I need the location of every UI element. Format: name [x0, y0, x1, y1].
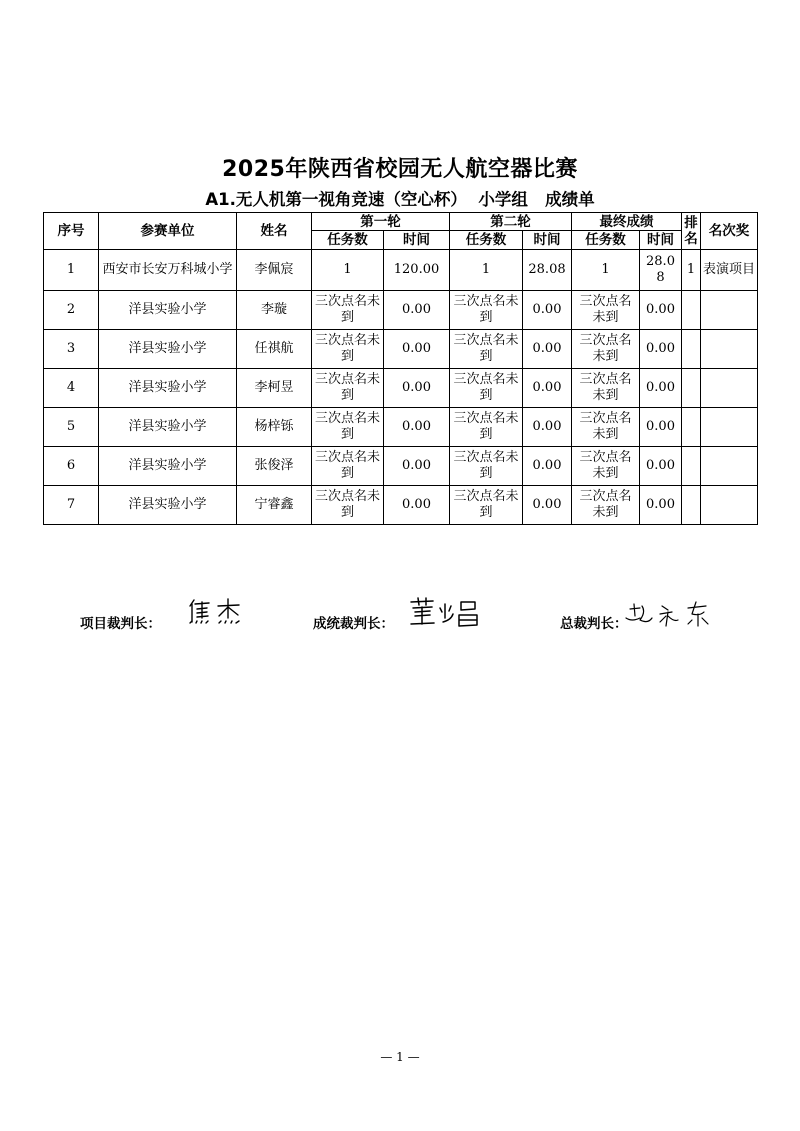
cell-r2-time: 0.00	[523, 486, 572, 525]
cell-name: 宁睿鑫	[237, 486, 312, 525]
table-row	[44, 369, 758, 408]
cell-unit: 洋县实验小学	[99, 408, 237, 447]
cell-r1-time: 0.00	[384, 408, 450, 447]
header-award: 名次奖	[701, 213, 758, 250]
cell-rank: 1	[682, 250, 701, 291]
cell-unit: 西安市长安万科城小学	[99, 250, 237, 291]
cell-final-time: 0.00	[640, 369, 682, 408]
header-round1: 第一轮	[312, 213, 450, 231]
header-round2: 第二轮	[450, 213, 572, 231]
cell-final-tasks: 三次点名未到	[572, 369, 640, 408]
cell-r2-time: 0.00	[523, 330, 572, 369]
header-seq: 序号	[44, 213, 99, 250]
results-table	[43, 212, 758, 525]
header-r1-tasks: 任务数	[312, 231, 384, 250]
cell-unit: 洋县实验小学	[99, 330, 237, 369]
cell-final-time: 0.00	[640, 408, 682, 447]
cell-r2-tasks: 三次点名未到	[450, 291, 523, 330]
header-final-time: 时间	[640, 231, 682, 250]
table-row	[44, 447, 758, 486]
header-r1-time: 时间	[384, 231, 450, 250]
cell-r2-time: 0.00	[523, 369, 572, 408]
cell-r2-tasks: 1	[450, 250, 523, 291]
table-row	[44, 486, 758, 525]
cell-r1-tasks: 三次点名未到	[312, 408, 384, 447]
cell-r2-time: 0.00	[523, 291, 572, 330]
header-final-tasks: 任务数	[572, 231, 640, 250]
table-row	[44, 250, 758, 291]
cell-award	[701, 291, 758, 330]
cell-final-tasks: 三次点名未到	[572, 330, 640, 369]
cell-name: 张俊泽	[237, 447, 312, 486]
cell-seq: 4	[44, 369, 99, 408]
stats-judge-label: 成统裁判长：	[313, 616, 394, 632]
cell-r1-time: 0.00	[384, 486, 450, 525]
cell-award	[701, 447, 758, 486]
cell-r2-time: 28.08	[523, 250, 572, 291]
cell-r1-time: 120.00	[384, 250, 450, 291]
project-judge-signature	[185, 596, 247, 626]
cell-r2-tasks: 三次点名未到	[450, 486, 523, 525]
cell-r1-tasks: 1	[312, 250, 384, 291]
cell-award	[701, 330, 758, 369]
cell-final-tasks: 三次点名未到	[572, 408, 640, 447]
cell-r1-time: 0.00	[384, 291, 450, 330]
cell-r2-tasks: 三次点名未到	[450, 369, 523, 408]
cell-rank	[682, 486, 701, 525]
cell-final-time: 0.00	[640, 291, 682, 330]
header-name: 姓名	[237, 213, 312, 250]
header-unit: 参赛单位	[99, 213, 237, 250]
cell-award	[701, 486, 758, 525]
cell-unit: 洋县实验小学	[99, 486, 237, 525]
cell-seq: 5	[44, 408, 99, 447]
header-row-1	[44, 213, 758, 231]
cell-seq: 1	[44, 250, 99, 291]
cell-r1-tasks: 三次点名未到	[312, 486, 384, 525]
cell-final-time: 0.00	[640, 486, 682, 525]
cell-final-tasks: 三次点名未到	[572, 447, 640, 486]
cell-r2-time: 0.00	[523, 408, 572, 447]
cell-rank	[682, 408, 701, 447]
table-row	[44, 330, 758, 369]
cell-r1-time: 0.00	[384, 369, 450, 408]
cell-unit: 洋县实验小学	[99, 369, 237, 408]
cell-seq: 3	[44, 330, 99, 369]
cell-final-time: 0.00	[640, 330, 682, 369]
page-number: — 1 —	[380, 1050, 420, 1064]
table-row	[44, 408, 758, 447]
project-judge-label: 项目裁判长：	[80, 616, 161, 632]
cell-final-tasks: 1	[572, 250, 640, 291]
cell-unit: 洋县实验小学	[99, 447, 237, 486]
cell-final-time: 28.08	[640, 250, 682, 291]
cell-seq: 7	[44, 486, 99, 525]
cell-name: 李佩宸	[237, 250, 312, 291]
cell-award	[701, 408, 758, 447]
cell-r2-tasks: 三次点名未到	[450, 408, 523, 447]
cell-name: 任祺航	[237, 330, 312, 369]
chief-judge-signature	[622, 598, 722, 630]
cell-r1-tasks: 三次点名未到	[312, 369, 384, 408]
cell-award	[701, 369, 758, 408]
header-final: 最终成绩	[572, 213, 682, 231]
cell-name: 杨梓铄	[237, 408, 312, 447]
cell-name: 李柯昱	[237, 369, 312, 408]
cell-rank	[682, 291, 701, 330]
cell-r1-time: 0.00	[384, 330, 450, 369]
document-title: 2025年陕西省校园无人航空器比赛	[222, 157, 578, 182]
header-rank: 排名	[682, 213, 701, 250]
header-r2-time: 时间	[523, 231, 572, 250]
cell-r1-time: 0.00	[384, 447, 450, 486]
cell-award: 表演项目	[701, 250, 758, 291]
cell-seq: 6	[44, 447, 99, 486]
cell-r2-time: 0.00	[523, 447, 572, 486]
cell-r2-tasks: 三次点名未到	[450, 330, 523, 369]
cell-final-tasks: 三次点名未到	[572, 291, 640, 330]
cell-r1-tasks: 三次点名未到	[312, 291, 384, 330]
document-subtitle: A1.无人机第一视角竞速（空心杯） 小学组 成绩单	[205, 190, 595, 209]
cell-name: 李璇	[237, 291, 312, 330]
stats-judge-signature	[407, 596, 487, 630]
cell-final-time: 0.00	[640, 447, 682, 486]
cell-rank	[682, 330, 701, 369]
cell-rank	[682, 447, 701, 486]
table-row	[44, 291, 758, 330]
cell-rank	[682, 369, 701, 408]
chief-judge-label: 总裁判长：	[560, 616, 628, 632]
header-r2-tasks: 任务数	[450, 231, 523, 250]
cell-final-tasks: 三次点名未到	[572, 486, 640, 525]
cell-unit: 洋县实验小学	[99, 291, 237, 330]
cell-r2-tasks: 三次点名未到	[450, 447, 523, 486]
cell-r1-tasks: 三次点名未到	[312, 447, 384, 486]
cell-r1-tasks: 三次点名未到	[312, 330, 384, 369]
cell-seq: 2	[44, 291, 99, 330]
